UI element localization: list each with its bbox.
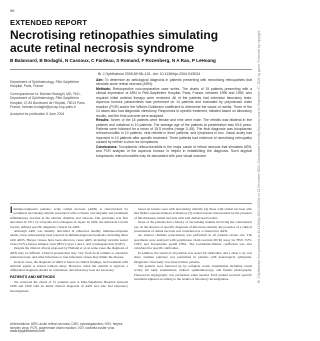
intro-paragraph-4: In most cases, the diagnosis of ARN is based on clinical findings, and treatment with antiviral agents is started without delay. However, when the retinitis is atypical, a differential diagnosis should be considered, and laboratory tests are necessary. — [10, 259, 128, 273]
methods-heading: PATIENTS AND METHODS — [10, 274, 55, 279]
aim-label: Aim: — [96, 78, 104, 82]
article-authors: B Balansard, B Bodaghi, N Cassoux, C Fardeau, S Romand, F Rozenberg, N A Rao, P LeHoang — [10, 58, 216, 63]
conclusions-text: Toxoplasmic retinochoroiditis is the major cause of retinal necrosis that simulates ARN, and PCR analysis of the aqueous humour is helpful in establishing the diagnosis. Such atypical toxoplasmic retinochoroiditis may be associated with poor visual outcome. — [96, 144, 252, 158]
section-label: EXTENDED REPORT — [10, 18, 88, 27]
right-paragraph-3: An anterior chamber paracentesis was performed in all patients except one. The specimens were analysed with polymerase chain reaction (PCR) assay for HSV, VZV, CMV, and Toxoplasma gondii DNA. The Goldmann-Witmer coefficient was also calculated for specific antibodies. — [134, 233, 252, 251]
aim-text: To determine an aetiological diagnosis in patients presenting with necrotising retinopathies that simulate acute retinal necrosis (ARN). — [96, 78, 252, 87]
methods-text: Retrospective noncomparative case series. The charts of 15 patients presenting with a clinical impression of ARN in Pitié-Salpêtrière Hospital, Paris, France, between 1996 and 1999, who required initial antiviral therapy were reviewed. All of the patients had extensive laboratory tests. Aqueous humour paracentesis was performed on 14 patients and evaluated by polymerase chain reaction (PCR) and/or the Witmer-Goldmann coefficient to determine the cause of uveitis. Three of the 14 cases also had diagnostic vitrectomy. Responses to specific treatment, initiated based on laboratory results, and the final outcome were analysed. — [96, 86, 252, 118]
journal-url[interactable]: www.bjophthalmol.com — [10, 329, 45, 333]
right-paragraph-5: The patients were followed up by complete ocular examination including visual acuity, slit lamp examination, indirect ophthalmoscopy, and fundus photography. Fluorescein angiography was performed when needed. Each patient received specific treatment adjusted according to the results of laboratory investigations. — [134, 263, 252, 281]
intro-paragraph-2: Although ARN was initially described in otherwise healthy immunocompetent adults, it has subsequently been reported in immunosuppressed patients, including those with AIDS. Herpes viruses have been shown to cause ARN, including varicella zoster virus (VZV), herpes simplex virus (HSV) types 1 and 2, and cytomegalovirus (CMV). — [10, 228, 128, 246]
accepted-date: Accepted for publication 8 June 2004 — [10, 112, 65, 117]
body-column-left — [10, 207, 128, 293]
body-column-right — [134, 207, 252, 281]
right-paragraph-2: None of the patients had a history of necrotising retinitis involving the contralateral eye. In the absence of specific diagnosis of infectious retinitis, the presence of a clinical presentation of retinal necrosis was considered as a criterion for ARN. — [134, 220, 252, 233]
header-rule — [10, 69, 252, 70]
results-text: Seven of the 15 patients were female and nine were male. The retinitis was bilateral in five patients and unilateral in 10 patients. The average age of the patients at presentation was 53.6 years. Patients were followed for a mean of 15.5 months (range 3–45). The final diagnosis was toxoplasmic retinochoroiditis in 10 patients, viral retinitis in three patients, and lymphoma in two. Visual acuity had improved in 10 patients after specific treatment. Three patients had evidence of necrotising retinopathy caused by neither a virus nor toxoplasma. — [96, 118, 252, 145]
sidebar-citation — [257, 30, 263, 330]
intro-text-1: mmunocompetent patients, acute retinal necrosis (ARN) is characterised by peripheral necrotising retinitis associated with occlusive vasculopathy and prominent inflammatory reaction in the anterior chamber and vitreous. The syndrome was first described in 1971 by Urayama and colleagues in Japan. In 1994, the American Uveitis Society defined specific diagnostic criteria for ARN. — [10, 207, 128, 229]
abstract-conclusions — [96, 145, 252, 158]
correspondence: Correspondence to: Bahram Bodaghi, MD, PhD, Department of Ophthalmology, Pitié-Salpêtrière Hospital, 47-83 Boulevard de l'Hôpital, 75013 Paris, France; bahram.bodaghi@psl.ap-hop-paris.fr — [10, 91, 86, 110]
right-paragraph-1: based on lesions seen with necrotising retinitis; (4) those with retinal necrosis who had further aqueous humour evaluation; (5) retinal lesions characterised by the presence of full-thickness retinal necrosis with well demarcated borders. — [134, 207, 252, 220]
conclusions-label: Conclusions: — [96, 144, 118, 149]
abstract-aim — [96, 78, 252, 87]
methods-label: Methods: — [96, 86, 112, 91]
abstract-results — [96, 118, 252, 145]
affiliations: Department of Ophthalmology, Pitié-Salpêtrière Hospital, Paris, France — [10, 80, 80, 89]
results-label: Results: — [96, 118, 110, 123]
page-number: 96 — [10, 8, 15, 13]
affiliation-column — [10, 80, 88, 120]
abstract-methods — [96, 87, 252, 118]
article-title: Necrotising retinopathies simulating acute retinal necrosis syndrome — [10, 28, 219, 55]
right-paragraph-4: In addition, the serum of all patients was tested for antibodies, and a chest x ray was done. Lumbar puncture was performed in patients with neurological symptoms. Diagnostic vitrectomy was done in three patients. — [134, 250, 252, 264]
citation-line: Br J Ophthalmol 2005;89:96–101. doi: 10.1136/bjo.2004.043034 — [98, 72, 201, 76]
abstract-rule — [10, 203, 252, 204]
methods-paragraph: We reviewed the charts of 15 patients seen at Pitié-Salpêtrière Hospital between 1996 and 1999 with an initial clinical diagnosis of ARN and who had laboratory investigations. — [10, 280, 128, 293]
abstract — [96, 78, 252, 158]
abbreviations-footnote: Abbreviations: ARN, acute retinal necrosis; CMV, cytomegalovirus; HSV, herpes simplex virus; PCR, polymerase chain reaction; VZV, varicella zoster virus — [10, 322, 123, 330]
intro-paragraph-3: Despite the clinical criteria proposed by Holland et al, in some cases the diagnosis of ARN may be difficult. Clinical presentation may vary from focal retinitis to extensive retinal necrosis, and other infectious or non-infectious causes may mimic the disease. — [10, 246, 128, 260]
intro-paragraph-1 — [10, 207, 128, 229]
drop-cap: I — [10, 205, 13, 215]
sidebar-text: Br J Ophthalmol: first published as 10.1136/bjo.2004.043034 on 21 December 2004. Downloaded from http://bjo.bmj.com/ on September 27, 2021 by guest. Protected by copyright. — [257, 30, 261, 283]
